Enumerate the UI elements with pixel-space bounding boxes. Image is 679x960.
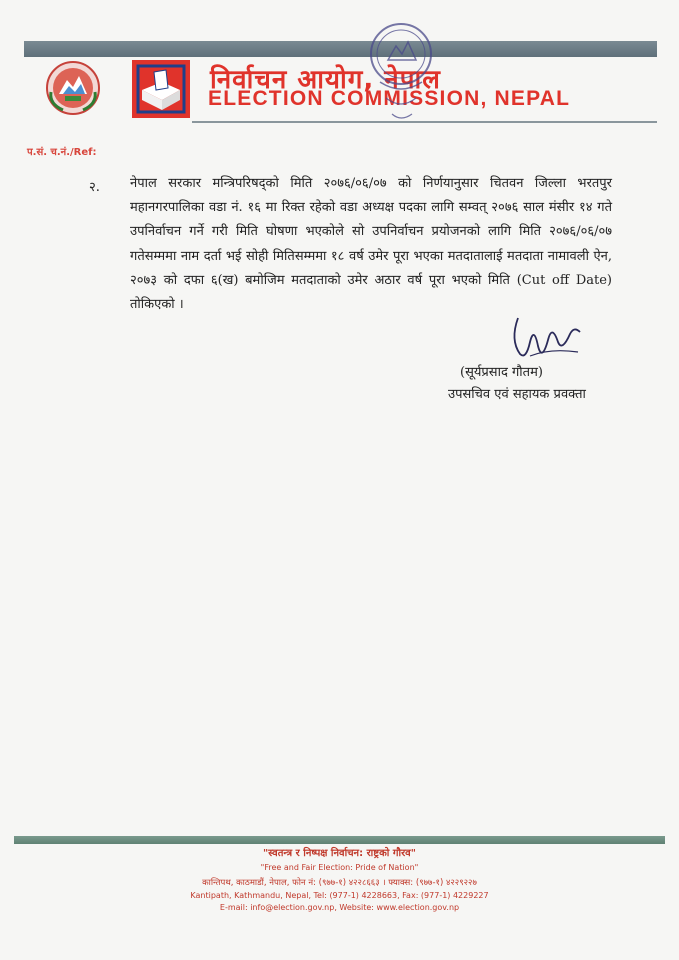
footer-band <box>14 836 665 844</box>
footer-contact: E-mail: info@election.gov.np, Website: www.election.gov.np <box>219 903 460 912</box>
footer-slogan-nepali: "स्वतन्त्र र निष्पक्ष निर्वाचन: राष्ट्रको गौरव" <box>263 848 416 859</box>
footer-slogan-english: "Free and Fair Election: Pride of Nation" <box>260 863 419 872</box>
official-seal-stamp <box>360 14 442 132</box>
notice-paragraph: नेपाल सरकार मन्त्रिपरिषद्को मिति २०७६/०६/०७ को निर्णयानुसार चितवन जिल्ला भरतपुर महानगरपालिका वडा नं. १६ मा रिक्त रहेको वडा अध्यक्ष पदका लागि सम्वत् २०७६ साल मंसीर १४ गते उपनिर्वाचन गर्ने गरी मिति घोषणा भएकोले सो उपनिर्वाचन प्रयोजनको लागि मिति २०७६/०६/०७ गतेसम्ममा नाम दर्ता भई सोही मितिसम्ममा १८ वर्ष उमेर पूरा भएका मतदातालाई मतदाता नामावली ऐन, २०७३ को दफा ६(ख) बमोजिम मतदाताको उमेर अठार वर्ष पूरा भएको मिति (Cut off Date) तोकिएको । <box>130 176 612 313</box>
item-number: २. <box>89 180 100 195</box>
commission-title-english: ELECTION COMMISSION, NEPAL <box>208 87 571 110</box>
footer-address-nepali: कान्तिपथ, काठमाडौं, नेपाल, फोन नं: (९७७-१) ४२२८६६३ । फ्याक्स: (९७७-१) ४२२९२२७ <box>202 878 477 888</box>
footer <box>0 846 679 914</box>
signatory-name: (सूर्यप्रसाद गौतम) <box>460 365 543 380</box>
header-band <box>24 41 657 57</box>
footer-address-english: Kantipath, Kathmandu, Nepal, Tel: (977-1) 4228663, Fax: (977-1) 4229227 <box>190 891 489 900</box>
nepal-emblem-icon <box>45 60 101 116</box>
commission-title-nepali: निर्वाचन आयोग, नेपाल <box>210 65 441 95</box>
signatory-title: उपसचिव एवं सहायक प्रवक्ता <box>448 387 586 402</box>
ballot-box-logo-icon <box>132 60 190 118</box>
reference-label: प.सं. च.नं./Ref: <box>27 147 97 158</box>
